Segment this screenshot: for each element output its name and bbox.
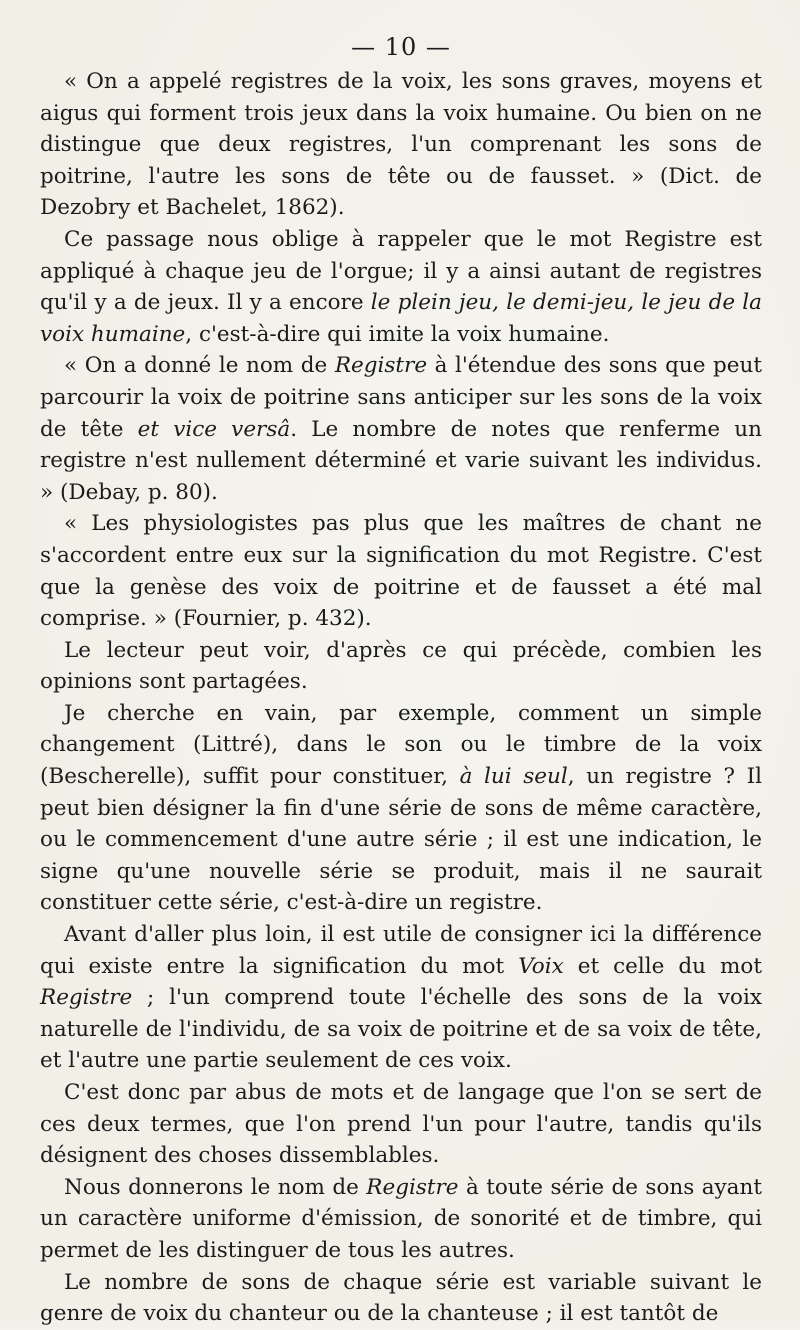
paragraph — [40, 1077, 762, 1172]
italic-text: et vice versâ — [137, 416, 291, 442]
text-run: ; l'un comprend toute l'échelle des sons de la voix naturelle de l'individu, de sa voix de poitrine et de sa voix de tête, et l'autre une partie seulement de ces voix. — [40, 985, 762, 1074]
text-run: et celle du mot — [563, 953, 762, 979]
text-run: C'est donc par abus de mots et de langage que l'on se sert de ces deux termes, que l'on prend l'un pour l'autre, tandis qu'ils désignent des choses dissemblables. — [40, 1080, 762, 1169]
italic-text: Registre — [40, 985, 133, 1011]
page-number: — 10 — — [351, 33, 451, 61]
italic-text: à lui seul — [459, 764, 568, 790]
text-run: Ce passage nous oblige à rappeler que le mot Registre est appliqué à chaque jeu de l'orgue; il y a ainsi autant de registres qu'il y a de jeux. Il y a encore — [40, 226, 762, 316]
text-run: « Les physiologistes pas plus que les maîtres de chant ne s'accordent entre eux sur la signification du mot Registre. C'est que la genèse des voix de poitrine et de fausset a été mal comprise. » (Fournier, p. 432). — [40, 511, 762, 632]
italic-text: Registre — [366, 1174, 459, 1200]
text-run: Le lecteur peut voir, d'après ce qui précède, combien les opinions sont partagées. — [40, 637, 762, 695]
paragraph — [40, 66, 762, 224]
text-run: « On a donné le nom de — [64, 353, 335, 379]
paragraph — [40, 919, 762, 1077]
text-run: Je cherche en vain, par exemple, comment un simple changement (Littré), dans le son ou le timbre de la voix (Bescherelle), suffit pour constituer, — [40, 700, 762, 790]
italic-text: Registre — [334, 353, 428, 379]
text-run: , un registre ? Il peut bien désigner la fin d'une série de sons de même caractère, ou le commencement d'une autre série ; il est une indication, le signe qu'une nouvelle série se produit, mais il ne saurait constituer cette série, c'est-à-dire un registre. — [40, 764, 763, 916]
text-run: à l'étendue des sons que peut parcourir la voix de poitrine sans anticiper sur les sons de la voix de tête — [40, 353, 763, 442]
paragraph — [40, 1267, 762, 1330]
text-run: , c'est-à-dire qui imite la voix humaine. — [185, 321, 610, 347]
paragraph — [40, 224, 762, 350]
paragraph — [40, 350, 762, 508]
italic-text: le plein jeu, le demi-jeu, le jeu de la voix humaine — [40, 290, 762, 347]
text-run: à toute série de sons ayant un caractère uniforme d'émission, de sonorité et de timbre, qui permet de les distinguer de tous les autres. — [40, 1174, 762, 1263]
italic-text: Voix — [518, 953, 564, 979]
paragraph — [40, 635, 762, 698]
body-text — [40, 66, 762, 1330]
text-run: Avant d'aller plus loin, il est utile de consigner ici la différence qui existe entre la signification du mot — [40, 922, 762, 979]
text-run: « On a appelé registres de la voix, les sons graves, moyens et aigus qui forment trois jeux dans la voix humaine. Ou bien on ne distingue que deux registres, l'un comprenant les sons de poitrine, l'autre les sons de tête ou de fausset. » (Dict. de Dezobry et Bachelet, 1862). — [40, 69, 762, 221]
text-run: Le nombre de sons de chaque série est variable suivant le genre de voix du chanteur ou de la chanteuse ; il est tantôt de — [40, 1269, 762, 1327]
text-run: Nous donnerons le nom de — [64, 1174, 367, 1200]
paragraph — [40, 698, 762, 919]
paragraph — [40, 1172, 762, 1267]
paragraph — [40, 508, 762, 634]
text-run: . Le nombre de notes que renferme un registre n'est nullement déterminé et varie suivant les individus. » (Debay, p. 80). — [40, 416, 762, 505]
